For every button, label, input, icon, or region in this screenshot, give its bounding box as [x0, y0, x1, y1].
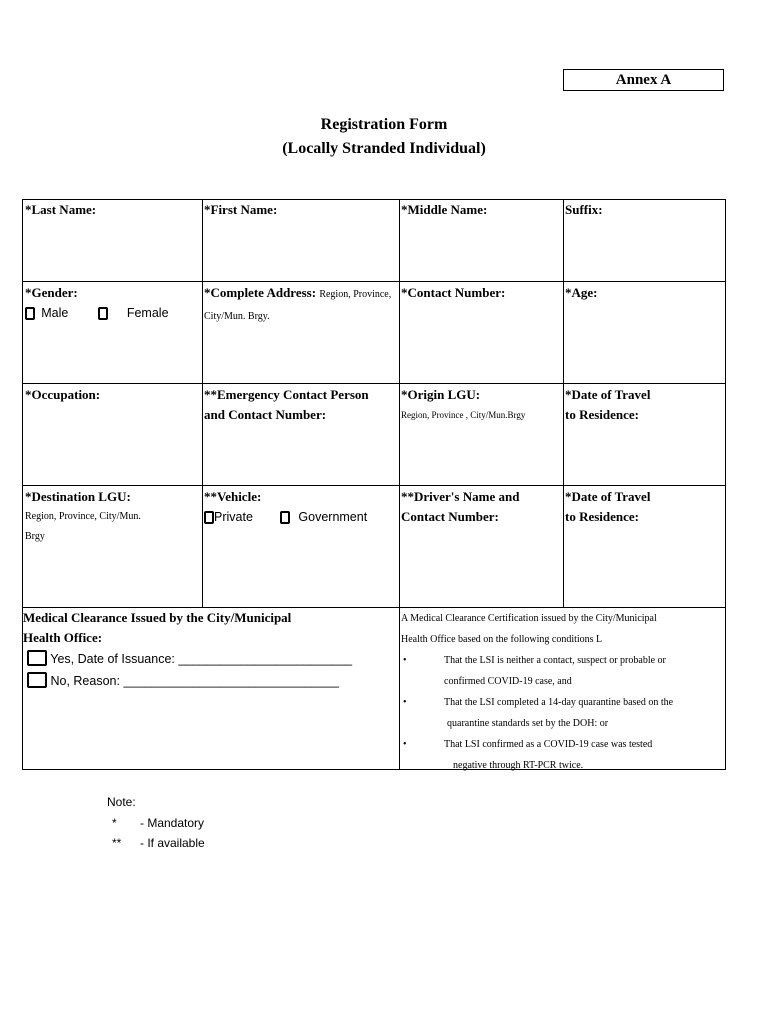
yes-clearance-checkbox[interactable] — [27, 650, 47, 666]
date-of-travel-label-2: *Date of Travel — [565, 489, 651, 504]
complete-address-label: *Complete Address: — [204, 285, 317, 300]
first-name-field[interactable] — [204, 200, 397, 280]
row-divider — [22, 281, 726, 282]
gender-field — [25, 283, 200, 381]
driver-field[interactable] — [401, 487, 561, 605]
male-option-label: Male — [41, 306, 69, 320]
first-name-label: *First Name: — [204, 202, 278, 217]
date-of-travel-field-2[interactable] — [565, 487, 723, 605]
form-title: Registration Form — [320, 116, 448, 133]
origin-lgu-field[interactable] — [401, 385, 561, 483]
condition-3: That LSI confirmed as a COVID-19 case was tested — [444, 739, 653, 750]
date-of-travel-field[interactable] — [565, 385, 723, 483]
driver-label: **Driver's Name and — [401, 489, 520, 504]
note-item — [107, 833, 205, 854]
contact-number-label: *Contact Number: — [401, 285, 506, 300]
note-item — [107, 813, 205, 834]
col-divider — [202, 199, 203, 607]
condition-1-cont: confirmed COVID-19 case, and — [444, 676, 572, 687]
destination-lgu-label: *Destination LGU: — [25, 489, 131, 504]
age-field[interactable] — [565, 283, 723, 381]
condition-1: That the LSI is neither a contact, suspect or probable or — [444, 655, 666, 666]
complete-address-hint: Region, Province, City/Mun. Brgy. — [204, 289, 392, 322]
date-of-travel-label: *Date of Travel — [565, 387, 651, 402]
male-checkbox[interactable] — [25, 307, 35, 320]
origin-lgu-hint: Region, Province , City/Mun.Brgy — [401, 410, 526, 420]
conditions-intro-cont: Health Office based on the following conditions L — [401, 634, 603, 645]
vehicle-label: **Vehicle: — [204, 489, 262, 504]
note-symbol: * — [112, 815, 117, 830]
bullet-icon: • — [403, 697, 407, 708]
col-divider — [563, 199, 564, 607]
date-of-travel-label-2-cont: to Residence: — [565, 509, 640, 524]
private-vehicle-label: Private — [214, 510, 253, 524]
form-subtitle: (Locally Stranded Individual) — [282, 140, 486, 157]
driver-label-cont: Contact Number: — [401, 509, 499, 524]
annex-label: Annex A — [563, 69, 724, 91]
bullet-icon: • — [403, 655, 407, 666]
private-vehicle-checkbox[interactable] — [204, 511, 214, 524]
yes-clearance-option[interactable]: Yes, Date of Issuance: _________________________ — [50, 652, 353, 666]
middle-name-field[interactable] — [401, 200, 561, 280]
row-divider — [22, 485, 726, 486]
bullet-icon: • — [403, 739, 407, 750]
government-vehicle-checkbox[interactable] — [280, 511, 290, 524]
destination-lgu-field[interactable] — [25, 487, 200, 605]
no-clearance-checkbox[interactable] — [27, 672, 47, 688]
complete-address-field[interactable] — [204, 283, 397, 381]
origin-lgu-label: *Origin LGU: — [401, 387, 481, 402]
medical-clearance-conditions — [401, 608, 723, 771]
middle-name-label: *Middle Name: — [401, 202, 488, 217]
destination-lgu-hint: Region, Province, City/Mun. — [25, 511, 141, 522]
occupation-field[interactable] — [25, 385, 200, 483]
note-title: Note: — [107, 795, 136, 809]
registration-form-table — [22, 199, 726, 770]
condition-3-cont: negative through RT-PCR twice. — [453, 760, 584, 771]
last-name-label: *Last Name: — [25, 202, 97, 217]
condition-2: That the LSI completed a 14-day quarantine based on the — [444, 697, 674, 708]
no-clearance-option[interactable]: No, Reason: _______________________________ — [50, 674, 339, 688]
female-option-label: Female — [126, 306, 169, 320]
vehicle-field — [204, 487, 397, 605]
age-label: *Age: — [565, 285, 598, 300]
conditions-intro: A Medical Clearance Certification issued by the City/Municipal — [401, 613, 657, 624]
note-text: - If available — [140, 836, 205, 850]
medical-clearance-field — [23, 608, 397, 768]
medical-clearance-label: Medical Clearance Issued by the City/Municipal — [23, 610, 292, 625]
emergency-contact-label: **Emergency Contact Person — [204, 387, 369, 402]
suffix-label: Suffix: — [565, 202, 603, 217]
medical-clearance-label-cont: Health Office: — [23, 630, 103, 645]
last-name-field[interactable] — [25, 200, 200, 280]
gender-label: *Gender: — [25, 285, 78, 300]
female-checkbox[interactable] — [98, 307, 108, 320]
destination-lgu-hint-cont: Brgy — [25, 531, 45, 542]
emergency-contact-label-cont: and Contact Number: — [204, 407, 327, 422]
occupation-label: *Occupation: — [25, 387, 101, 402]
emergency-contact-field[interactable] — [204, 385, 397, 483]
note-section — [107, 792, 205, 854]
contact-number-field[interactable] — [401, 283, 561, 381]
col-divider — [399, 199, 400, 770]
row-divider — [22, 383, 726, 384]
note-symbol: ** — [112, 836, 122, 850]
suffix-field[interactable] — [565, 200, 723, 280]
note-text: - Mandatory — [140, 815, 205, 830]
condition-2-cont: quarantine standards set by the DOH: or — [447, 718, 609, 729]
government-vehicle-label: Government — [298, 510, 368, 524]
date-of-travel-label-cont: to Residence: — [565, 407, 640, 422]
